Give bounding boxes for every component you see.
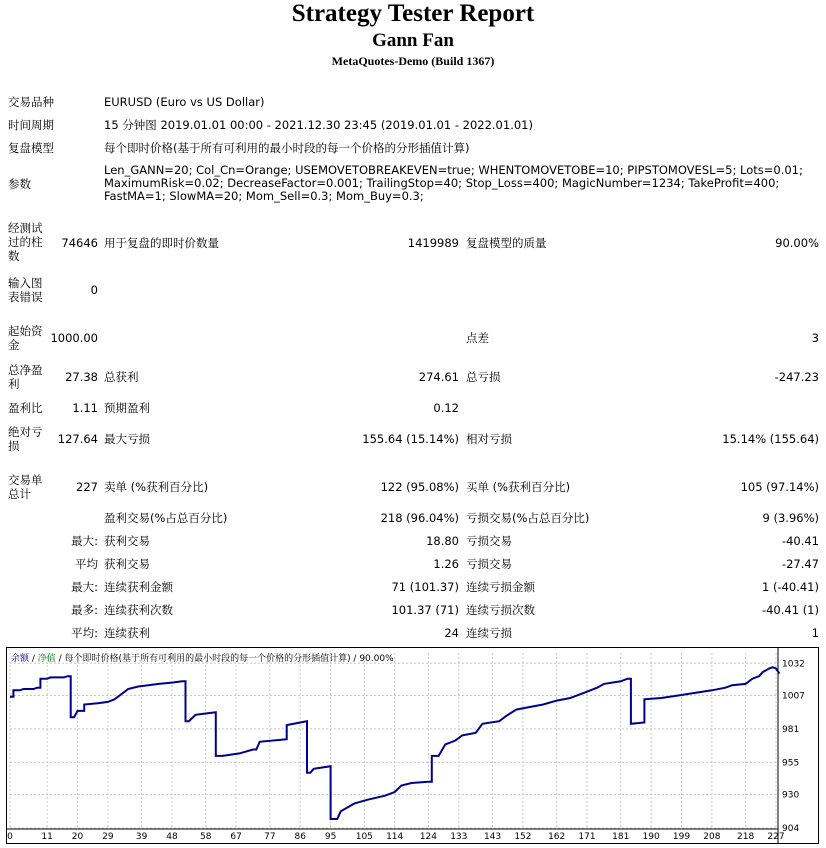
max-consec-profit-value: 101.37 (71) <box>391 603 459 617</box>
short-positions-label: 卖单 (%获利百分比) <box>104 480 209 494</box>
y-tick-label: 955 <box>782 758 800 769</box>
largest-prefix: 最大: <box>71 534 98 548</box>
x-tick-label: 162 <box>548 832 566 842</box>
short-positions-value: 122 (95.08%) <box>380 480 459 494</box>
model-value: 每个即时价格(基于所有可利用的最小时段的每一个价格的分形插值计算) <box>104 141 470 155</box>
max-consec-wins-value: 71 (101.37) <box>391 580 459 594</box>
long-positions-label: 买单 (%获利百分比) <box>466 480 571 494</box>
max-drawdown-value: 155.64 (15.14%) <box>362 432 459 446</box>
max-consec-profit-label: 连续获利次数 <box>104 603 173 617</box>
x-tick-label: 0 <box>7 832 13 842</box>
largest-loss-value: -40.41 <box>781 534 819 548</box>
profit-factor-value: 1.11 <box>72 401 98 415</box>
symbol-value: EURUSD (Euro vs US Dollar) <box>104 95 265 109</box>
x-tick-label: 190 <box>642 832 660 842</box>
params-label: 参数 <box>8 177 31 191</box>
x-tick-label: 39 <box>135 832 148 842</box>
errors-label: 输入图表错误 <box>8 276 43 304</box>
ticks-value: 1419989 <box>407 236 459 250</box>
x-tick-label: 152 <box>514 832 532 842</box>
average-prefix: 平均 <box>75 557 98 571</box>
x-tick-label: 218 <box>737 832 755 842</box>
average-profit-label: 获利交易 <box>104 557 150 571</box>
x-tick-label: 124 <box>419 832 438 842</box>
errors-value: 0 <box>90 283 98 297</box>
model-label: 复盘模型 <box>8 141 54 155</box>
average-loss-label: 亏损交易 <box>466 557 512 571</box>
max-consec-loss-label: 连续亏损次数 <box>466 603 535 617</box>
y-tick-label: 1032 <box>782 659 805 670</box>
bars-value: 74646 <box>61 236 98 250</box>
legend-equity: 净值 <box>37 654 56 664</box>
max-consec-losses-label: 连续亏损金额 <box>466 580 535 594</box>
quality-label: 复盘模型的质量 <box>466 236 547 250</box>
spread-label: 点差 <box>466 331 489 345</box>
chart-frame <box>7 648 819 844</box>
total-trades-label: 交易单总计 <box>8 473 43 501</box>
x-tick-label: 77 <box>264 832 276 842</box>
expert-name: Gann Fan <box>372 30 454 51</box>
max-drawdown-label: 最大亏损 <box>104 432 150 446</box>
largest-profit-label: 获利交易 <box>104 534 150 548</box>
x-tick-label: 227 <box>767 832 785 842</box>
gross-loss-label: 总亏损 <box>466 370 501 384</box>
ticks-label: 用于复盘的即时价数量 <box>104 236 219 250</box>
x-tick-label: 114 <box>386 832 404 842</box>
largest-loss-label: 亏损交易 <box>466 534 512 548</box>
profit-factor-label: 盈利比 <box>8 401 43 415</box>
max-consec-profit-prefix: 最多: <box>71 603 98 617</box>
avg-consec-prefix: 平均: <box>71 626 98 640</box>
average-loss-value: -27.47 <box>781 557 819 571</box>
period-value: 15 分钟图 2019.01.01 00:00 - 2021.12.30 23:45 (2019.01.01 - 2022.01.01) <box>104 118 533 132</box>
expected-payoff-label: 预期盈利 <box>104 401 150 415</box>
legend-balance: 余额 <box>11 654 30 664</box>
y-tick-label: 930 <box>782 790 800 801</box>
server-build: MetaQuotes-Demo (Build 1367) <box>331 54 495 68</box>
period-label: 时间周期 <box>8 118 54 132</box>
params-value: Len_GANN=20; Col_Cn=Orange; USEMOVETOBREAKEVEN=true; WHENTOMOVETOBE=10; PIPSTOMOVESL=5; Lots=0.01; MaximumRisk=0.02; DecreaseFactor=0.001; TrailingStop=40; Stop_Loss=400; MagicNumber=1234; TakeProfit=400; FastMA=1; SlowMA=20; Mom_Sell=0.3; Mom_Buy=0.3; <box>104 163 803 203</box>
expected-payoff-value: 0.12 <box>433 401 459 415</box>
bars-label: 经测试过的柱数 <box>8 221 43 263</box>
x-tick-label: 29 <box>102 832 114 842</box>
legend-separator: / <box>29 654 38 664</box>
legend-description: / 每个即时价格(基于所有可利用的最小时段的每一个价格的分形插值计算) / 90.00% <box>55 654 394 664</box>
avg-consec-losses-value: 1 <box>811 626 819 640</box>
abs-drawdown-value: 127.64 <box>57 432 98 446</box>
rel-drawdown-value: 15.14% (155.64) <box>722 432 819 446</box>
avg-consec-wins-label: 连续获利 <box>104 626 150 640</box>
x-tick-label: 133 <box>450 832 468 842</box>
x-tick-label: 208 <box>703 832 721 842</box>
profit-trades-label: 盈利交易(%占总百分比) <box>104 511 228 525</box>
quality-value: 90.00% <box>775 236 819 250</box>
max-consec-wins-label: 连续获利金额 <box>104 580 173 594</box>
x-tick-label: 86 <box>294 832 306 842</box>
long-positions-value: 105 (97.14%) <box>740 480 819 494</box>
rel-drawdown-label: 相对亏损 <box>466 432 512 446</box>
gross-loss-value: -247.23 <box>774 370 819 384</box>
y-tick-label: 1007 <box>782 691 805 702</box>
total-trades-value: 227 <box>76 480 98 494</box>
profit-trades-value: 218 (96.04%) <box>380 511 459 525</box>
y-tick-label: 981 <box>782 724 800 735</box>
net-profit-value: 27.38 <box>65 370 98 384</box>
spread-value: 3 <box>811 331 819 345</box>
loss-trades-value: 9 (3.96%) <box>762 511 819 525</box>
x-tick-label: 20 <box>71 832 84 842</box>
chart-legend <box>11 652 394 664</box>
gross-profit-value: 274.61 <box>418 370 459 384</box>
x-tick-label: 105 <box>355 832 373 842</box>
x-tick-label: 58 <box>199 832 212 842</box>
balance-chart-svg <box>6 647 819 844</box>
avg-consec-wins-value: 24 <box>444 626 459 640</box>
abs-drawdown-label: 绝对亏损 <box>8 425 43 453</box>
x-tick-label: 95 <box>324 832 337 842</box>
x-tick-label: 143 <box>483 832 502 842</box>
balance-chart <box>6 647 819 844</box>
deposit-label: 起始资金 <box>8 324 43 352</box>
max-consec-losses-value: 1 (-40.41) <box>761 580 819 594</box>
symbol-label: 交易品种 <box>8 95 54 109</box>
y-tick-label: 904 <box>782 824 800 834</box>
max-consec-loss-value: -40.41 (1) <box>761 603 819 617</box>
deposit-value: 1000.00 <box>50 331 98 345</box>
x-tick-label: 171 <box>578 832 596 842</box>
x-tick-label: 48 <box>166 832 178 842</box>
net-profit-label: 总净盈利 <box>8 363 43 391</box>
avg-consec-losses-label: 连续亏损 <box>466 626 512 640</box>
x-tick-label: 67 <box>230 832 242 842</box>
max-consec-prefix: 最大: <box>71 580 98 594</box>
report-title: Strategy Tester Report <box>291 0 535 27</box>
average-profit-value: 1.26 <box>433 557 459 571</box>
x-tick-label: 199 <box>672 832 691 842</box>
gross-profit-label: 总获利 <box>104 370 139 384</box>
loss-trades-label: 亏损交易(%占总百分比) <box>466 511 590 525</box>
x-tick-label: 181 <box>612 832 630 842</box>
largest-profit-value: 18.80 <box>426 534 459 548</box>
x-tick-label: 11 <box>41 832 53 842</box>
